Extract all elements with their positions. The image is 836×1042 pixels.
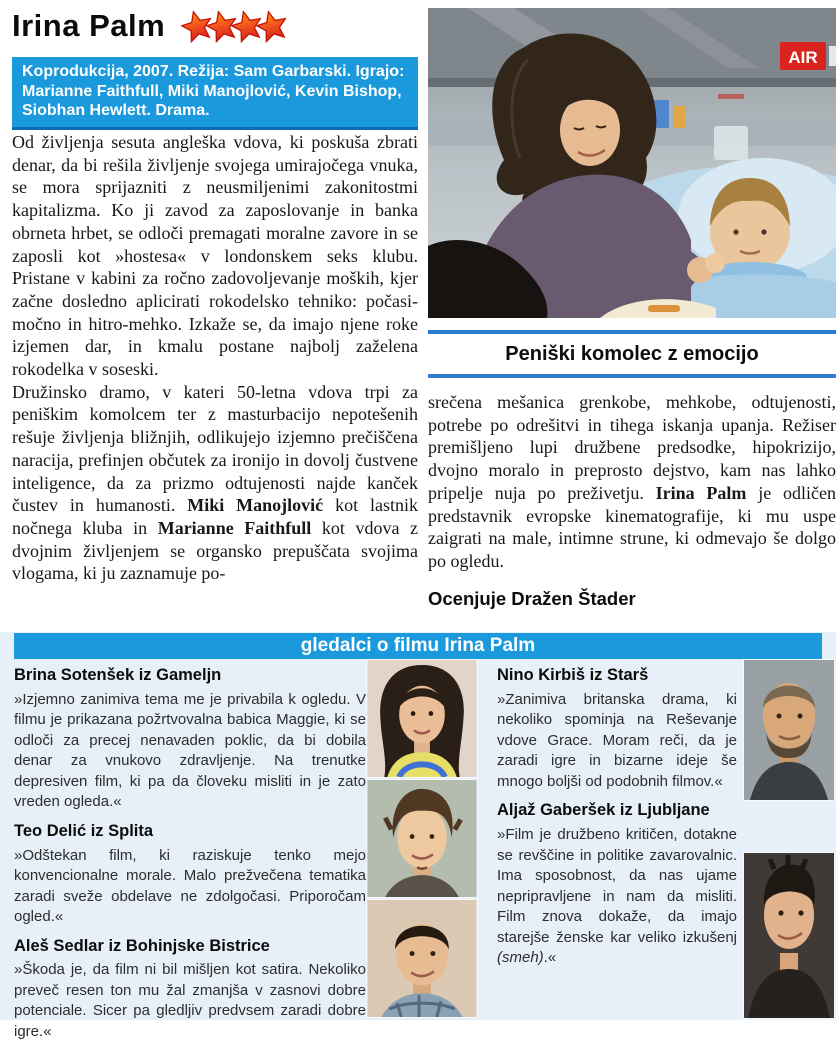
viewer-comment: »Izjemno zanimiva tema me je privabila k ogledu. V filmu je prikazana požrtvovalna babica Maggie, ki se odloči za precej nenavaden poklic, da bi dobila denar za vnukovo zdravljenje. Na trenutke depresiven film, ki pa da človeku misliti in je zato vreden ogleda.« xyxy=(14,690,366,811)
viewers-section xyxy=(0,632,836,1040)
viewer-name: Aljaž Gaberšek iz Ljubljane xyxy=(497,801,710,820)
review-text: kot lastnik nočnega kluba in xyxy=(12,495,419,538)
credits-box: Koprodukcija, 2007. Režija: Sam Garbarski. Igrajo: Marianne Faithfull, Miki Manojlović, Kevin Bishop, Siobhan Hewlett. Drama. xyxy=(12,57,418,130)
review-paragraph-1: Od življenja sesuta angleška vdova, ki poskuša zbrati denar, da bi rešila življenje svojega umirajočega vnuka, se mora sprijazniti z neusmiljenimi zakonitostmi kapitalizma. Ko ji zavod za zaposlovanje in banka obrneta hrbet, se odloči premagati moralne zavore in se zaposli kot »hostesa« v londonskem seks klubu. Pristane v kabini za ročno zadovoljevanje moških, kjer začne dosledno aplicirati rokodelsko tehniko: počasi-močno in hitro-mehko. Izkaže se, da imajo njene roke izjemen dar, in kmalu postane najbolj zaželena rokodelka v soseski. xyxy=(12,132,418,380)
review-text: Družinsko dramo, v kateri 50-letna vdova trpi za peniškim komolcem ter z masturbacijo nepotešenih rešuje življenja bližnjih, odlikujejo izjemno prečiščena naracija, prefinjen občutek za ironijo in dovolj čustvene inteligence, da za prizmo odtujenosti najde kanček čustev in humanosti. xyxy=(12,381,418,516)
viewer-photo-teo xyxy=(367,780,477,897)
viewer-photo-brina xyxy=(367,660,477,777)
viewers-section-header: gledalci o filmu Irina Palm xyxy=(14,633,822,659)
viewer-name: Nino Kirbiš iz Starš xyxy=(497,666,649,684)
comment-italic: (smeh) xyxy=(497,949,544,967)
viewer-comments-right xyxy=(497,664,737,969)
air-sign-text: AIR xyxy=(788,48,818,67)
reviewer-byline: Ocenjuje Dražen Štader xyxy=(428,587,636,609)
viewer-photo-ales xyxy=(367,900,477,1017)
review-column-right xyxy=(428,330,836,610)
comment-text: »Film je družbeno kritičen, dotakne se revščine in politike zavarovalnic. Ima sposobnost, da nas ujame nepripravljene in nam da misliti. Film znova dokaže, da imajo starejše ženske kar veliko izkušenj xyxy=(497,826,737,946)
caption-rule-bottom xyxy=(428,374,836,378)
actor-name-bold: Marianne Faithfull xyxy=(157,517,312,538)
viewer-name: Brina Sotenšek iz Gameljn xyxy=(14,666,222,684)
review-text: je odličen predstavnik evropske kinematografije, ki mu uspe zaigrati na male, intimne strune, ki odmevajo še dolgo po ogledu. xyxy=(428,482,836,571)
viewer-comment: »Zanimiva britanska drama, ki nekoliko spominja na Reševanje vdove Grace. Moram reči, da je zaradi igre in bizarne ideje še mnogo boljši od podobnih filmov.« xyxy=(497,690,737,790)
title-row xyxy=(12,8,288,44)
viewer-comments-left xyxy=(14,664,366,1042)
viewer-name: Teo Delić iz Splita xyxy=(14,821,154,840)
photo-caption: Peniški komolec z emocijo xyxy=(505,343,759,365)
film-still-illustration xyxy=(428,8,836,318)
film-title-bold: Irina Palm xyxy=(655,482,747,503)
film-still-photo xyxy=(428,8,836,318)
review-paragraph-3 xyxy=(428,391,836,573)
star-rating xyxy=(181,10,288,42)
comment-text: .« xyxy=(543,949,557,967)
actor-name-bold: Miki Manojlović xyxy=(187,495,324,516)
viewer-photos-middle xyxy=(367,660,477,1020)
viewer-name: Aleš Sedlar iz Bohinjske Bistrice xyxy=(14,936,270,955)
viewer-photo-aljaz xyxy=(744,853,834,1018)
viewer-comment xyxy=(497,825,737,969)
caption-rule-top xyxy=(428,330,836,334)
review-column-left xyxy=(12,131,418,585)
viewer-photo-nino xyxy=(744,660,834,800)
star-icon xyxy=(253,7,292,46)
review-text: kot vdova z dvojnim življenjem se organsko prepuščata svojima vlogama, ki ju zaznamuje po- xyxy=(12,517,418,584)
viewer-comment: »Odštekan film, ki raziskuje tenko mejo konvencionalne morale. Malo prežvečena tematika zaradi sveže obdelave ne zdolgočasi. Priporočam ogled.« xyxy=(14,846,366,926)
page-title: Irina Palm xyxy=(12,8,166,43)
viewer-comment: »Škoda je, da film ni bil mišljen kot satira. Nekoliko preveč resen ton mu žal zmanjša v zasnovi dobre potenciale. Sicer pa gledljiv predvsem zaradi dobre igre.« xyxy=(14,961,366,1040)
review-text: srečena mešanica grenkobe, mehkobe, odtujenosti, potrebe po odrešitvi in tihega iskanja upanja. Režiser premišljeno lupi družbene predsodke, hipokrizijo, dvojno moralo in preprosto dejstvo, kam nas lahko pripelje nuja po preživetju. xyxy=(428,392,836,503)
review-paragraph-2 xyxy=(12,381,418,585)
